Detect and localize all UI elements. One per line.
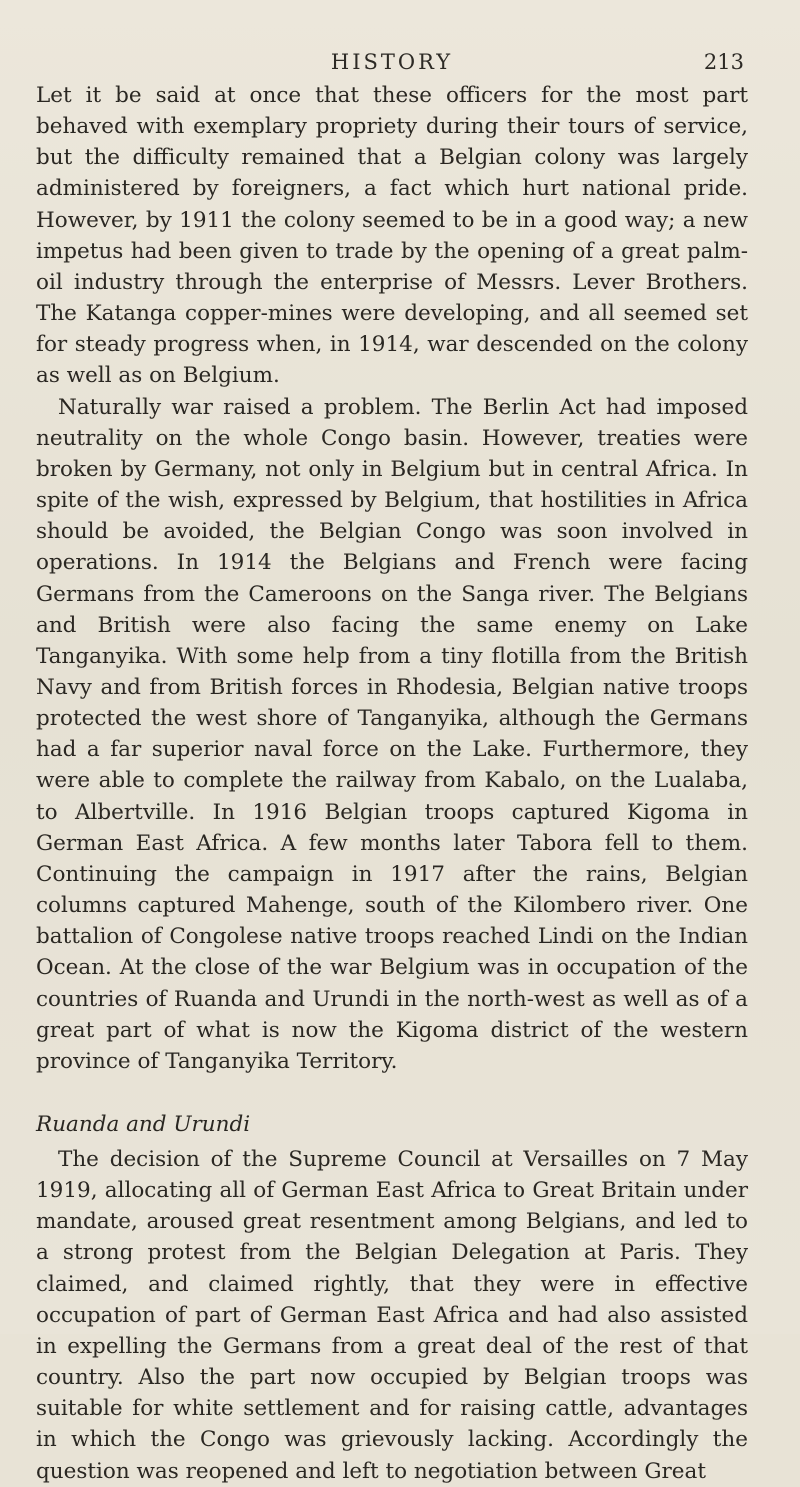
running-title: HISTORY [330, 50, 454, 74]
running-head [36, 42, 748, 76]
paragraph-officers: Let it be said at once that these officers for the most part behaved with exemplary propriety during their tours of service, but the difficulty remained that a Belgian colony was largely administered by foreigners, a fact which hurt national pride. However, by 1911 the colony seemed to be in a good way; a new impetus had been given to trade by the opening of a great palm-oil industry through the enterprise of Messrs. Lever Brothers. The Katanga copper-mines were developing, and all seemed set for steady progress when, in 1914, war descended on the colony as well as on Belgium. [36, 83, 748, 389]
paragraph-war: Naturally war raised a problem. The Berlin Act had imposed neutrality on the whole Congo basin. However, treaties were broken by Germany, not only in Belgium but in central Africa. In spite of the wish, expressed by Belgium, that hostilities in Africa should be avoided, the Belgian Congo was soon involved in operations. In 1914 the Belgians and French were facing Germans from the Cameroons on the Sanga river. The Belgians and British were also facing the same enemy on Lake Tanganyika. With some help from a tiny flotilla from the British Navy and from British forces in Rhodesia, Belgian native troops protected the west shore of Tanganyika, although the Germans had a far superior naval force on the Lake. Furthermore, they were able to complete the railway from Kabalo, on the Lualaba, to Albertville. In 1916 Belgian troops captured Kigoma in German East Africa. A few months later Tabora fell to them. Continuing the campaign in 1917 after the rains, Belgian columns captured Mahenge, south of the Kilombero river. One battalion of Congolese native troops reached Lindi on the Indian Ocean. At the close of the war Belgium was in occupation of the countries of Ruanda and Urundi in the north-west as well as of a great part of what is now the Kigoma district of the western province of Tanganyika Territory. [36, 394, 748, 1074]
page-number: 213 [703, 50, 744, 74]
body-text [36, 80, 748, 1487]
section-heading: Ruanda and Urundi [36, 1112, 251, 1137]
paragraph-versailles: The decision of the Supreme Council at Versailles on 7 May 1919, allocating all of German East Africa to Great Britain under mandate, aroused great resentment among Belgians, and led to a strong protest from the Belgian Delegation at Paris. They claimed, and claimed rightly, that they were in effective occupation of part of German East Africa and had also assisted in expelling the Germans from a great deal of the rest of that country. Also the part now occupied by Belgian troops was suitable for white settlement and for raising cattle, advantages in which the Congo was grievously lacking. Accordingly the question was reopened and left to negotiation between Great [36, 1147, 748, 1484]
